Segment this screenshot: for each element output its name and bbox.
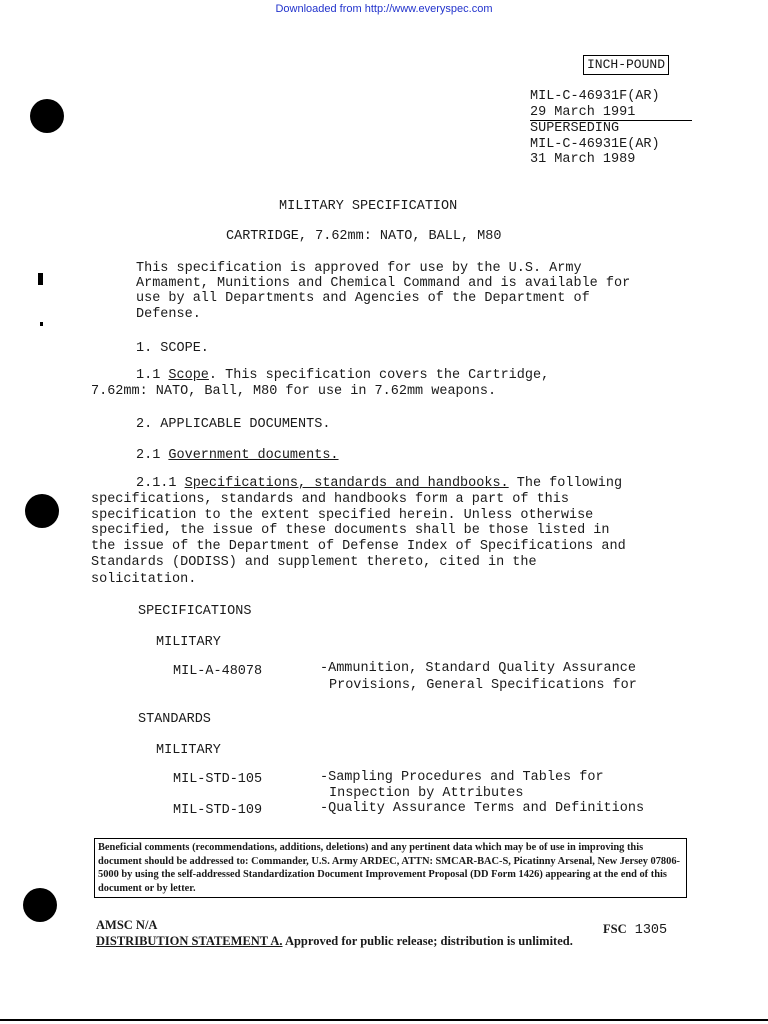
paragraph-2-1-1-line: specified, the issue of these documents shall be those listed in [91,523,610,538]
inch-pound-box: INCH-POUND [583,55,669,75]
paragraph-number: 1.1 [136,368,169,383]
reference-id: MIL-STD-109 [173,803,263,818]
download-source-link[interactable]: Downloaded from http://www.everyspec.com [275,3,493,15]
reference-id: MIL-A-48078 [173,664,263,679]
spec-number: MIL-C-46931F(AR) [530,89,660,104]
section-1-heading: 1. SCOPE. [136,341,209,356]
spec-military-heading: MILITARY [156,635,221,650]
std-military-heading: MILITARY [156,743,221,758]
paragraph-2-1-1-line: specification to the extent specified herein. Unless otherwise [91,508,594,523]
paragraph-1-1 [136,368,549,384]
fsc-code [603,920,667,939]
paragraph-2-1-1-line: specifications, standards and handbooks form a part of this [91,492,569,507]
reference-description: Inspection by Attributes [329,786,524,801]
reference-description: -Sampling Procedures and Tables for [320,770,604,785]
paragraph-title: Scope [168,368,209,383]
spec-number-block [530,89,692,168]
paragraph-number: 2.1 [136,448,169,463]
document-title: MILITARY SPECIFICATION [279,199,458,214]
paragraph-text: . This specification covers the Cartridge, [208,368,550,383]
section-2-heading: 2. APPLICABLE DOCUMENTS. [136,417,331,432]
intro-line: Defense. [136,307,201,322]
distribution-text: Approved for public release; distribution is unlimited. [282,934,573,948]
superseded-date: 31 March 1989 [530,152,636,167]
paragraph-2-1 [136,448,339,464]
binder-hole-1 [30,99,64,133]
scan-speck [40,322,43,326]
intro-line: use by all Departments and Agencies of the Department of [136,291,590,306]
paragraph-number: 2.1.1 [136,476,185,491]
reference-id: MIL-STD-105 [173,772,263,787]
spec-date: 29 March 1991 [530,105,692,122]
intro-line: Armament, Munitions and Chemical Command and is available for [136,276,631,291]
distribution-label: DISTRIBUTION STATEMENT A. [96,934,283,948]
paragraph-2-1-1-line: Standards (DODISS) and supplement thereto, cited in the [91,555,537,570]
standards-heading: STANDARDS [138,712,211,727]
document-subtitle: CARTRIDGE, 7.62mm: NATO, BALL, M80 [226,229,502,244]
paragraph-2-1-1-line: solicitation. [91,572,197,587]
page-bottom-edge [0,1019,768,1021]
paragraph-text: The following [508,476,623,491]
superseding-label: SUPERSEDING [530,121,620,136]
amsc-label: AMSC N/A [96,918,158,932]
fsc-value: 1305 [626,923,668,938]
intro-line: This specification is approved for use by the U.S. Army [136,261,582,276]
paragraph-title: Specifications, standards and handbooks. [184,476,509,491]
superseded-number: MIL-C-46931E(AR) [530,136,660,152]
distribution-statement [96,934,573,949]
paragraph-2-1-1 [136,476,622,492]
binder-hole-3 [23,888,57,922]
paragraph-title: Government documents. [168,448,339,463]
fsc-label: FSC [603,922,627,936]
reference-description: Provisions, General Specifications for [329,678,637,693]
specifications-heading: SPECIFICATIONS [138,604,252,619]
reference-description: -Quality Assurance Terms and Definitions [320,801,645,816]
paragraph-1-1-line-2: 7.62mm: NATO, Ball, M80 for use in 7.62mm weapons. [91,384,497,399]
paragraph-2-1-1-line: the issue of the Department of Defense Index of Specifications and [91,539,626,554]
binder-hole-2 [25,494,59,528]
comments-notice-box: Beneficial comments (recommendations, additions, deletions) and any pertinent data which may be of use in improving this document should be addressed to: Commander, U.S. Army ARDEC, ATTN: SMCAR-BAC-S, Picatinny Arsenal, New Jersey 07806-5000 by using the self-addressed Standardization Document Improvement Proposal (DD Form 1426) appearing at the end of this document or by letter. [94,838,687,898]
reference-description: -Ammunition, Standard Quality Assurance [320,661,636,676]
scan-speck [38,273,43,285]
